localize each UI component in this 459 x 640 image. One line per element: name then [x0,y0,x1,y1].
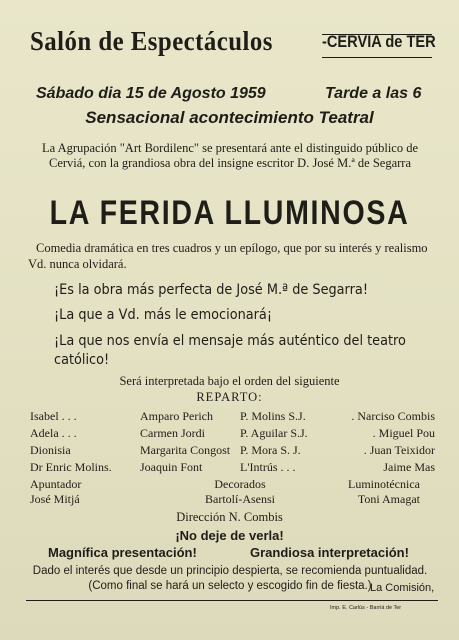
direction-credit: Dirección N. Combis [176,510,283,524]
crew-role: Decorados [214,477,266,491]
crew-name: José Mitjá [30,492,80,506]
city-rule-bottom [322,57,432,58]
cast-list [30,408,435,476]
cast-role: P. Molins S.J. [240,409,306,423]
cast-actor: Amparo Perich [140,409,213,423]
printer-imprint: Imp. E. Carlús - Barriá de Ter [330,605,402,611]
praise-interpretation: Grandiosa interpretación! [250,545,409,560]
cast-actor: Joaquin Font [140,460,203,474]
venue-city: -CERVIA de TER [322,32,436,51]
table-row [30,459,435,476]
crew-role: Apuntador [30,477,82,491]
quote-2: ¡La que a Vd. más le emocionará¡ [54,307,272,323]
cast-actor: . Miguel Pou [372,426,435,440]
crew-role: Luminotécnica [348,477,420,491]
table-row [30,408,435,425]
intro-text: La Agrupación "Art Bordilenc" se presentará ante el distinguido público de Cerviá, con la grandiosa obra del insigne escritor D. José M.ª de Segarra [41,141,419,170]
performed-by: Será interpretada bajo el orden del siguiente [119,374,340,388]
cast-role: P. Aguilar S.J. [240,426,308,440]
cast-role: Dionisia [30,443,71,457]
event-time: Tarde a las 6 [325,85,422,102]
cast-actor: Jaime Mas [383,460,435,474]
play-description: Comedia dramática en tres cuadros y un epílogo, que por su interés y realismo Vd. nunca olvidará. [28,241,428,271]
cast-role: Isabel . . . [30,409,77,423]
table-row [30,492,420,507]
cast-actor: Margarita Congost [140,443,231,457]
cast-actor: . Juan Teixidor [363,443,435,457]
headline: Sensacional acontecimiento Teatral [85,108,374,127]
quote-3: ¡La que nos envía el mensaje más auténtico del teatro católico! [54,333,406,368]
cast-role: Dr Enric Molins. [30,460,112,474]
table-row [30,442,435,459]
cast-role: L'Intrús . . . [240,460,296,474]
cast-role: P. Mora S. J. [240,443,301,457]
cast-actor: . Narciso Combis [351,409,435,423]
cast-role: Adela . . . [30,426,77,440]
venue-name: Salón de Espectáculos [30,26,273,56]
event-date: Sábado dia 15 de Agosto 1959 [36,85,266,102]
play-title: LA FERIDA LLUMINOSA [49,194,410,232]
bottom-rule [26,600,438,601]
cast-actor: Carmen Jordi [140,426,205,440]
praise-presentation: Magnífica presentación! [48,545,197,560]
table-row [30,477,420,492]
crew-list [30,477,420,507]
dont-miss: ¡No deje de verla! [175,528,284,543]
crew-name: Bartolí-Asensi [205,492,275,506]
cast-heading: REPARTO: [196,390,263,404]
quote-1: ¡Es la obra más perfecta de José M.ª de Segarra! [54,282,368,298]
table-row [30,425,435,442]
signature: La Comisión, [370,582,435,594]
crew-name: Toni Amagat [357,492,420,506]
footer-note: Dado el interés que desde un principio despierta, se recomienda puntualidad. (Como final se hará un selecto y escogido fin de fiesta.) [32,565,428,592]
